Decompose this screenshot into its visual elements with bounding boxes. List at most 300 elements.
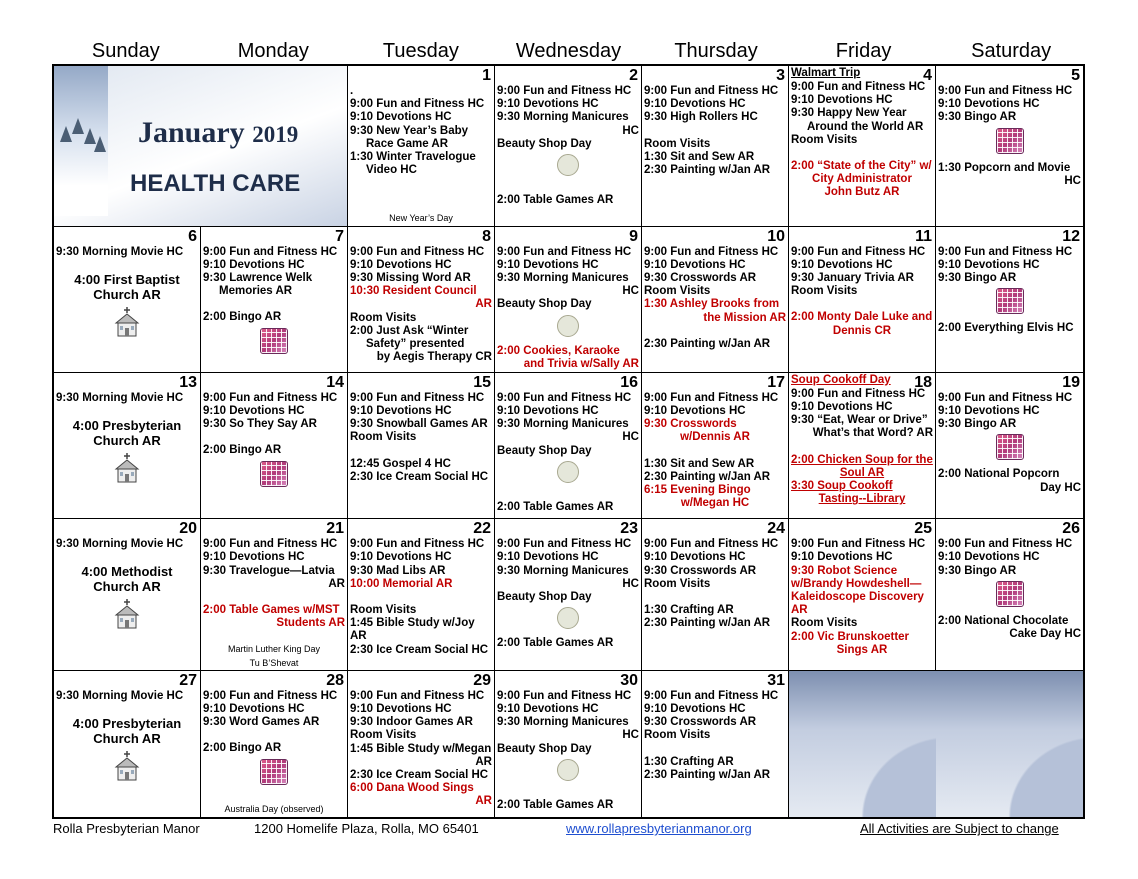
footer-website-link[interactable]: www.rollapresbyterianmanor.org — [566, 821, 752, 836]
church-icon — [110, 597, 144, 631]
event-line: 9:10 Devotions HC — [938, 551, 1040, 564]
bingo-card-icon — [996, 128, 1024, 154]
bingo-icon — [936, 434, 1083, 465]
event-line: 9:30 Morning Movie HC — [56, 538, 184, 551]
event-line: 9:10 Devotions HC — [938, 405, 1040, 418]
event-line: 10:30 Resident Council — [350, 285, 477, 298]
event-line: 9:00 Fun and Fitness HC — [497, 245, 632, 258]
event-line: 2:00 “State of the City” w/ — [791, 160, 932, 173]
day-cell — [495, 373, 642, 519]
event-line: Around the World AR — [807, 120, 924, 133]
event-line: 1:30 Sit and Sew AR — [644, 457, 755, 470]
event-line: 2:30 Ice Cream Social HC — [350, 768, 489, 781]
event-line: the Mission AR — [703, 311, 786, 324]
event-line: 9:30 Crosswords AR — [644, 564, 757, 577]
event-list — [201, 227, 347, 359]
event-line: 2:00 Table Games AR — [497, 194, 614, 207]
empty-day-cell — [936, 671, 1083, 817]
event-line: 9:10 Devotions HC — [644, 405, 746, 418]
event-line: Church AR — [93, 730, 161, 746]
event-line: Cake Day HC — [1009, 627, 1081, 640]
event-line: 12:45 Gospel 4 HC — [350, 457, 451, 470]
event-line: Beauty Shop Day — [497, 742, 592, 755]
event-line: 9:10 Devotions HC — [497, 551, 599, 564]
church-icon — [110, 451, 144, 485]
event-line: 9:10 Devotions HC — [791, 94, 893, 107]
day-cell — [789, 373, 936, 519]
event-line: 1:45 Bible Study w/Joy AR — [350, 617, 475, 643]
day-cell — [642, 373, 789, 519]
event-line: 2:00 Bingo AR — [203, 311, 282, 324]
event-line: 2:30 Ice Cream Social HC — [350, 643, 489, 656]
day-banner: Soup Cookoff Day — [791, 373, 891, 386]
event-line: 9:30 January Trivia AR — [791, 272, 914, 285]
event-line: 9:00 Fun and Fitness HC — [791, 245, 926, 258]
event-line: 9:30 Bingo AR — [938, 564, 1017, 577]
event-line: Room Visits — [350, 311, 417, 324]
decorative-swoosh — [936, 671, 1083, 817]
holiday-note: Australia Day (observed) — [224, 803, 324, 814]
church-icon — [110, 749, 144, 783]
event-list — [642, 227, 788, 351]
event-list — [936, 66, 1083, 188]
event-line: 6:15 Evening Bingo — [644, 484, 751, 497]
mask-icon — [495, 461, 641, 488]
event-line: Room Visits — [350, 729, 417, 742]
event-line: 9:30 Morning Manicures — [497, 564, 629, 577]
bingo-icon — [936, 128, 1083, 159]
event-list — [54, 373, 200, 490]
event-line: 4:00 Presbyterian — [72, 715, 182, 731]
event-line: 2:30 Painting w/Jan AR — [644, 617, 771, 630]
bingo-icon — [936, 581, 1083, 612]
event-line: Church AR — [93, 579, 161, 595]
event-list — [54, 519, 200, 636]
bingo-card-icon — [260, 759, 288, 785]
day-number: 18 — [914, 373, 932, 391]
day-number: 21 — [326, 520, 344, 538]
beauty-mask-icon — [557, 759, 579, 781]
event-line: Tasting--Library — [818, 493, 906, 506]
event-list — [201, 519, 347, 670]
bingo-card-icon — [260, 461, 288, 487]
event-line: w/Dennis AR — [680, 431, 750, 444]
event-line: 9:30 Morning Manicures — [497, 272, 629, 285]
day-number: 17 — [767, 373, 785, 391]
event-line: by Aegis Therapy CR — [376, 351, 492, 364]
event-line: Memories AR — [219, 285, 293, 298]
event-list — [936, 373, 1083, 495]
event-line: 9:30 So They Say AR — [203, 418, 317, 431]
event-line: Room Visits — [350, 431, 417, 444]
event-line: Room Visits — [791, 285, 858, 298]
event-line: Day HC — [1040, 481, 1081, 494]
event-line: 2:00 Vic Brunskoetter — [791, 630, 910, 643]
event-line: 1:30 Crafting AR — [644, 755, 734, 768]
mask-icon — [495, 759, 641, 786]
event-line: Room Visits — [644, 137, 711, 150]
event-line: 2:30 Ice Cream Social HC — [350, 470, 489, 483]
tree-icon — [94, 136, 106, 152]
days-of-week-header — [52, 40, 1085, 64]
bingo-icon — [201, 328, 347, 359]
day-wednesday: Wednesday — [515, 40, 622, 62]
day-number: 23 — [620, 520, 638, 538]
event-line: Soul AR — [839, 466, 885, 479]
bingo-icon — [201, 461, 347, 492]
event-line: 2:00 Cookies, Karaoke — [497, 344, 620, 357]
event-line: AR — [328, 577, 345, 590]
event-line: 9:10 Devotions HC — [791, 551, 893, 564]
day-number: 11 — [915, 227, 932, 245]
beauty-mask-icon — [557, 154, 579, 176]
footer-address: 1200 Homelife Plaza, Rolla, MO 65401 — [254, 821, 479, 836]
tree-icon — [60, 126, 72, 142]
day-cell — [936, 519, 1083, 671]
day-cell — [495, 227, 642, 373]
event-line: 9:10 Devotions HC — [938, 258, 1040, 271]
day-number: 8 — [482, 227, 491, 245]
day-number: 3 — [776, 67, 785, 84]
day-saturday: Saturday — [971, 40, 1052, 62]
event-line: 9:00 Fun and Fitness HC — [644, 85, 779, 97]
event-line: 4:00 Presbyterian — [72, 418, 182, 434]
event-line: 2:30 Painting w/Jan AR — [644, 768, 771, 781]
event-line: 9:30 Morning Movie HC — [56, 689, 184, 702]
church-icon — [54, 305, 200, 344]
day-cell — [789, 227, 936, 373]
day-number: 22 — [473, 520, 491, 538]
event-line: 9:00 Fun and Fitness HC — [350, 245, 485, 258]
event-line: 2:00 National Popcorn — [938, 468, 1060, 481]
event-list — [201, 671, 347, 816]
event-list — [54, 671, 200, 788]
event-line: 9:00 Fun and Fitness HC — [350, 538, 485, 551]
bingo-card-icon — [996, 288, 1024, 314]
event-line: 9:30 Word Games AR — [203, 716, 320, 729]
bingo-card-icon — [260, 328, 288, 354]
bingo-icon — [936, 288, 1083, 319]
event-list — [348, 373, 494, 484]
tree-icon — [72, 118, 84, 134]
event-line: 9:30 Morning Movie HC — [56, 245, 184, 258]
day-number: 27 — [179, 671, 197, 689]
day-number: 30 — [620, 671, 638, 689]
event-line: Sings AR — [836, 643, 888, 656]
day-cell — [54, 227, 201, 373]
event-list — [201, 373, 347, 492]
event-line: AR — [475, 755, 492, 768]
event-line: 9:10 Devotions HC — [644, 98, 746, 111]
event-line: 2:30 Painting w/Jan AR — [644, 337, 771, 350]
event-line: 1:30 Sit and Sew AR — [644, 150, 755, 163]
day-number: 28 — [326, 671, 344, 689]
day-cell — [936, 227, 1083, 373]
event-line: 9:30 Morning Manicures — [497, 716, 629, 729]
event-list — [642, 373, 788, 511]
event-line: 9:00 Fun and Fitness HC — [203, 391, 338, 404]
event-list — [642, 519, 788, 630]
event-line: 2:00 Monty Dale Luke and — [791, 311, 933, 324]
beauty-mask-icon — [557, 607, 579, 629]
day-cell — [54, 519, 201, 671]
event-line: 9:00 Fun and Fitness HC — [938, 391, 1073, 404]
event-line: 9:00 Fun and Fitness HC — [644, 245, 779, 258]
event-line: 9:30 Morning Movie HC — [56, 391, 184, 404]
event-line: 9:00 Fun and Fitness HC — [644, 538, 779, 551]
day-cell — [642, 66, 789, 227]
event-line: AR — [475, 298, 492, 311]
mask-icon — [495, 607, 641, 634]
day-number: 14 — [326, 373, 344, 391]
holiday-note: Martin Luther King Day — [227, 644, 321, 655]
event-list — [789, 66, 935, 200]
event-list — [54, 227, 200, 344]
event-line: and Trivia w/Sally AR — [523, 357, 639, 370]
event-line: Video HC — [366, 164, 417, 177]
event-line: Beauty Shop Day — [497, 137, 592, 150]
event-list — [495, 671, 641, 812]
event-line: 9:00 Fun and Fitness HC — [497, 538, 632, 551]
day-cell — [936, 66, 1083, 227]
day-cell — [54, 373, 201, 519]
event-line: HC — [622, 285, 639, 298]
event-line: 9:10 Devotions HC — [791, 258, 893, 271]
event-line: Students AR — [276, 617, 345, 630]
event-line: What’s that Word? AR — [812, 427, 933, 440]
holiday-note: New Year’s Day — [389, 213, 453, 224]
event-line: Safety” presented — [366, 338, 465, 351]
event-line: 9:30 Indoor Games AR — [350, 716, 473, 729]
event-line: 1:30 Crafting AR — [644, 603, 734, 616]
event-line: Beauty Shop Day — [497, 298, 592, 311]
day-number: 9 — [629, 227, 638, 245]
event-line: 9:30 Mad Libs AR — [350, 564, 446, 577]
day-cell — [348, 373, 495, 519]
event-line: Dennis CR — [832, 324, 892, 337]
event-line: 9:30 Missing Word AR — [350, 272, 471, 285]
day-cell — [642, 519, 789, 671]
event-line: 3:30 Soup Cookoff — [791, 480, 893, 493]
event-line: 1:30 Popcorn and Movie — [938, 161, 1071, 174]
event-line: 9:10 Devotions HC — [350, 702, 452, 715]
event-line: 9:30 Robot Science — [791, 564, 898, 577]
day-friday: Friday — [835, 40, 892, 62]
event-line: 9:30 New Year’s Baby — [350, 124, 469, 137]
event-line: 2:00 National Chocolate — [938, 614, 1069, 627]
event-list — [789, 373, 935, 507]
church-icon — [54, 451, 200, 490]
day-cell — [642, 227, 789, 373]
event-line: 6:00 Dana Wood Sings — [350, 782, 474, 795]
day-cell — [201, 671, 348, 817]
event-line: 2:00 Everything Elvis HC — [938, 322, 1074, 335]
day-cell — [495, 519, 642, 671]
day-tuesday: Tuesday — [382, 40, 459, 62]
event-line: 9:10 Devotions HC — [497, 258, 599, 271]
event-line: Room Visits — [644, 285, 711, 298]
event-line: Room Visits — [350, 603, 417, 616]
event-line: 9:00 Fun and Fitness HC — [644, 689, 779, 702]
day-number: 4 — [923, 67, 932, 84]
event-line: 9:10 Devotions HC — [644, 702, 746, 715]
event-line: 9:10 Devotions HC — [644, 551, 746, 564]
day-number: 10 — [767, 227, 785, 245]
day-number: 20 — [179, 520, 197, 538]
day-number: 24 — [767, 520, 785, 538]
event-list — [789, 519, 935, 657]
event-line: 2:00 Chicken Soup for the — [791, 453, 933, 466]
beauty-mask-icon — [557, 315, 579, 337]
day-number: 6 — [188, 227, 197, 245]
holiday-note: Tu B’Shevat — [249, 657, 299, 668]
event-line: 9:00 Fun and Fitness HC — [791, 81, 926, 93]
event-line: 9:00 Fun and Fitness HC — [497, 85, 632, 97]
event-line: 9:10 Devotions HC — [497, 702, 599, 715]
event-line: 1:30 Winter Travelogue — [350, 151, 476, 164]
day-cell — [54, 671, 201, 817]
event-line: 9:10 Devotions HC — [203, 405, 305, 418]
event-line: 9:10 Devotions HC — [203, 551, 305, 564]
event-line: 2:00 Table Games AR — [497, 500, 614, 513]
event-line: 9:30 Crosswords AR — [644, 716, 757, 729]
event-line: 2:30 Painting w/Jan AR — [644, 164, 771, 177]
event-line: 9:10 Devotions HC — [350, 551, 452, 564]
event-line: 9:30 Travelogue—Latvia — [203, 564, 335, 577]
day-cell — [348, 671, 495, 817]
month-year: 2019 — [252, 122, 299, 147]
event-list — [495, 373, 641, 514]
day-cell — [201, 227, 348, 373]
event-line: 4:00 Methodist — [81, 564, 173, 580]
event-line: 9:30 Crosswords — [644, 418, 737, 431]
event-line: Race Game AR — [366, 137, 449, 150]
event-line: City Administrator — [812, 173, 912, 186]
event-list — [642, 671, 788, 782]
event-line: 9:00 Fun and Fitness HC — [350, 98, 485, 111]
day-sunday: Sunday — [91, 40, 160, 62]
event-line: 9:00 Fun and Fitness HC — [644, 391, 779, 404]
day-number: 7 — [335, 227, 344, 245]
event-line: 9:30 Morning Manicures — [497, 111, 629, 124]
event-line: 9:00 Fun and Fitness HC — [203, 245, 338, 258]
event-line: Room Visits — [791, 617, 858, 630]
month-title-banner — [54, 66, 348, 227]
event-line: 2:00 Table Games AR — [497, 637, 614, 650]
day-number: 5 — [1071, 67, 1080, 84]
event-line: HC — [1064, 174, 1081, 187]
event-line: Church AR — [93, 433, 161, 449]
day-monday: Monday — [237, 40, 309, 62]
bingo-icon — [201, 759, 347, 790]
event-line: 9:10 Devotions HC — [791, 401, 893, 414]
event-line: 2:00 Just Ask “Winter — [350, 324, 469, 337]
event-line: 9:00 Fun and Fitness HC — [203, 538, 338, 551]
bingo-card-icon — [996, 434, 1024, 460]
event-line: 9:30 Lawrence Welk — [203, 272, 313, 285]
event-list — [348, 519, 494, 657]
day-cell — [201, 373, 348, 519]
event-line: HC — [622, 431, 639, 444]
event-list — [495, 227, 641, 371]
decorative-swoosh — [789, 671, 936, 817]
event-line: 9:30 Bingo AR — [938, 272, 1017, 285]
day-number: 12 — [1062, 227, 1080, 245]
event-line: 10:00 Memorial AR — [350, 577, 453, 590]
event-line: 9:10 Devotions HC — [497, 98, 599, 111]
day-number: 2 — [629, 67, 638, 84]
event-line: 9:00 Fun and Fitness HC — [938, 245, 1073, 258]
event-line: 9:10 Devotions HC — [350, 111, 452, 124]
day-number: 13 — [179, 373, 197, 391]
calendar-grid — [52, 64, 1085, 819]
day-cell — [642, 671, 789, 817]
day-number: 15 — [473, 373, 491, 391]
event-line: HC — [622, 124, 639, 137]
day-cell — [495, 671, 642, 817]
day-cell — [936, 373, 1083, 519]
calendar-subtitle: HEALTH CARE — [130, 170, 301, 197]
day-cell — [348, 227, 495, 373]
event-line: 9:10 Devotions HC — [644, 258, 746, 271]
event-line: 4:00 First Baptist — [74, 271, 180, 287]
event-line: 9:30 Bingo AR — [938, 111, 1017, 124]
event-line: Church AR — [93, 286, 161, 302]
event-list — [348, 66, 494, 226]
event-line: Beauty Shop Day — [497, 590, 592, 603]
winter-village-image — [54, 66, 108, 216]
day-number: 26 — [1062, 520, 1080, 538]
mask-icon — [495, 315, 641, 342]
event-list — [495, 519, 641, 650]
event-line: 9:30 Happy New Year — [791, 107, 907, 120]
day-cell — [201, 519, 348, 671]
event-line: 9:10 Devotions HC — [938, 98, 1040, 111]
event-line: 9:30 High Rollers HC — [644, 111, 758, 124]
day-cell — [789, 66, 936, 227]
event-line: HC — [622, 577, 639, 590]
beauty-mask-icon — [557, 461, 579, 483]
event-line: 2:30 Painting w/Jan AR — [644, 470, 771, 483]
day-number: 29 — [473, 671, 491, 689]
day-number: 25 — [914, 520, 932, 538]
event-line: 9:30 Crosswords AR — [644, 272, 757, 285]
event-line: AR — [791, 604, 808, 617]
newyear-icon — [348, 180, 494, 209]
day-banner: Walmart Trip — [791, 67, 861, 79]
event-line: 9:00 Fun and Fitness HC — [938, 85, 1073, 97]
event-line: 2:00 Table Games AR — [497, 798, 614, 811]
empty-day-cell — [789, 671, 936, 817]
event-line: 9:30 Snowball Games AR — [350, 418, 488, 431]
event-list — [642, 66, 788, 177]
church-icon — [54, 597, 200, 636]
event-line: John Butz AR — [824, 186, 900, 199]
event-line: Room Visits — [791, 133, 858, 146]
event-line: 9:30 Morning Manicures — [497, 418, 629, 431]
event-line: 9:00 Fun and Fitness HC — [350, 689, 485, 702]
event-line: 9:00 Fun and Fitness HC — [791, 387, 926, 400]
church-icon — [54, 749, 200, 788]
event-line: 9:00 Fun and Fitness HC — [350, 391, 485, 404]
event-line: 9:00 Fun and Fitness HC — [203, 689, 338, 702]
event-list — [348, 227, 494, 365]
month-name: January — [138, 116, 245, 149]
event-line: w/Megan HC — [680, 497, 750, 510]
day-cell — [348, 519, 495, 671]
day-number: 1 — [482, 67, 491, 84]
day-cell — [495, 66, 642, 227]
